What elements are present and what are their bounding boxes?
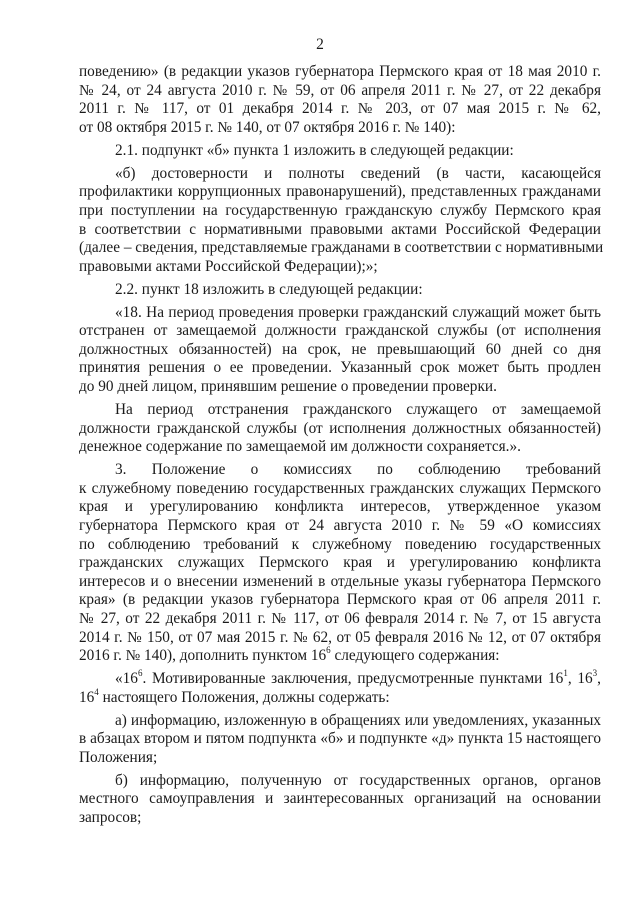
text-line: денежное содержание по замещаемой им должности сохраняется.».	[79, 438, 521, 456]
text-line: к служебному поведению государственных гражданских служащих Пермского	[79, 479, 601, 497]
paragraph-continuation	[79, 63, 601, 137]
text-line: профилактики коррупционных правонарушений), представленных гражданами	[79, 183, 601, 201]
text-fragment: настоящего Положения, должны содержать:	[98, 688, 390, 706]
text-line: от 08 октября 2015 г. № 140, от 07 октября 2016 г. № 140):	[79, 118, 456, 136]
page-number: 2	[316, 36, 324, 53]
text-line: 2011 г. № 117, от 01 декабря 2014 г. № 203, от 07 мая 2015 г. № 62,	[79, 100, 601, 118]
text-line: На период отстранения гражданского служащего от замещаемой	[115, 401, 601, 419]
text-line: запросов;	[79, 809, 142, 827]
text-line: № 27, от 22 декабря 2011 г. № 117, от 06 февраля 2014 г. № 7, от 15 августа	[79, 609, 601, 627]
paragraph-2-1	[79, 142, 601, 161]
text-line: «б) достоверности и полноты сведений (в части, касающейся	[115, 164, 601, 182]
text-line: интересов и о внесении изменений в отдельные указы губернатора Пермского	[79, 572, 601, 590]
superscript: 6	[326, 645, 331, 656]
text-line: губернатора Пермского края от 24 августа 2010 г. № 59 «О комиссиях	[79, 517, 601, 534]
text-line: а) информацию, изложенную в обращениях или уведомлениях, указанных	[115, 711, 601, 729]
text-line: поведению» (в редакции указов губернатора Пермского края от 18 мая 2010 г.	[79, 63, 601, 80]
text-line: (далее – сведения, представляемые гражданами в соответствии с нормативными	[79, 239, 604, 257]
paragraph-item-16-6	[79, 670, 601, 707]
text-line: местного самоуправления и заинтересованных организаций на основании	[79, 790, 601, 808]
text-fragment: 2016 г. № 140), дополнить пунктом 16	[79, 647, 327, 665]
text-line: 3. Положение о комиссиях по соблюдению требований	[115, 461, 601, 479]
text-fragment: , 16	[567, 670, 593, 688]
text-line: при поступлении на государственную гражданскую службу Пермского края	[79, 201, 601, 219]
paragraph-item-18	[79, 304, 601, 397]
superscript: 4	[94, 686, 99, 697]
text-line: 2.2. пункт 18 изложить в следующей редакции:	[115, 280, 423, 298]
text-line: края» (в редакции указов губернатора Пермского края от 06 апреля 2011 г.	[79, 591, 601, 609]
text-line: в соответствии с нормативными правовыми актами Российской Федерации	[79, 220, 601, 238]
document-body	[79, 63, 604, 832]
text-fragment: ,	[597, 670, 601, 688]
superscript: 1	[563, 668, 568, 679]
text-line: гражданских служащих Пермского края и урегулированию конфликта	[79, 554, 601, 572]
text-line: должности гражданской службы (от исполнения должностных обязанностей)	[79, 419, 601, 437]
text-line: должностных обязанностей) на срок, не превышающий 60 дней со дня	[79, 340, 601, 358]
text-line: б) информацию, полученную от государственных органов, органов	[115, 771, 601, 789]
text-fragment: . Мотивированные заключения, предусмотренные пунктами 16	[142, 670, 564, 688]
paragraph-suspension	[79, 401, 601, 457]
text-line: в абзацах втором и пятом подпункта «б» и подпункте «д» пункта 15 настоящего	[79, 730, 601, 748]
text-fragment: 16	[79, 688, 95, 706]
text-line: правовыми актами Российской Федерации);»;	[79, 257, 378, 275]
paragraph-subitem-a	[79, 712, 601, 768]
paragraph-subitem-b-info	[79, 772, 601, 828]
text-line: края и урегулированию конфликта интересов, утвержденное указом	[79, 498, 601, 516]
superscript: 6	[137, 668, 143, 679]
text-line: № 24, от 24 августа 2010 г. № 59, от 06 апреля 2011 г. № 27, от 22 декабря	[79, 81, 601, 99]
paragraph-2-2	[79, 281, 601, 300]
paragraph-subitem-b	[79, 164, 604, 277]
text-line: Положения;	[79, 748, 158, 766]
text-line	[79, 647, 601, 666]
text-line: 2.1. подпункт «б» пункта 1 изложить в следующей редакции:	[115, 141, 514, 159]
text-line: 2014 г. № 150, от 07 мая 2015 г. № 62, от 05 февраля 2016 № 12, от 07 октября	[79, 628, 601, 646]
text-fragment: «16	[115, 670, 138, 688]
superscript: 3	[592, 668, 598, 679]
text-line: до 90 дней лицом, принявшим решение о проведении проверки.	[79, 378, 497, 396]
text-line: «18. На период проведения проверки гражданский служащий может быть	[115, 303, 601, 321]
text-fragment: следующего содержания:	[330, 647, 500, 665]
text-line: по соблюдению требований к служебному поведению государственных	[79, 535, 601, 553]
text-line	[79, 686, 601, 708]
text-line	[79, 670, 601, 689]
paragraph-3	[79, 461, 601, 666]
text-line: отстранен от замещаемой должности гражданской службы (от исполнения	[79, 322, 601, 340]
text-line: принятия решения о ее проведении. Указанный срок может быть продлен	[79, 359, 601, 377]
